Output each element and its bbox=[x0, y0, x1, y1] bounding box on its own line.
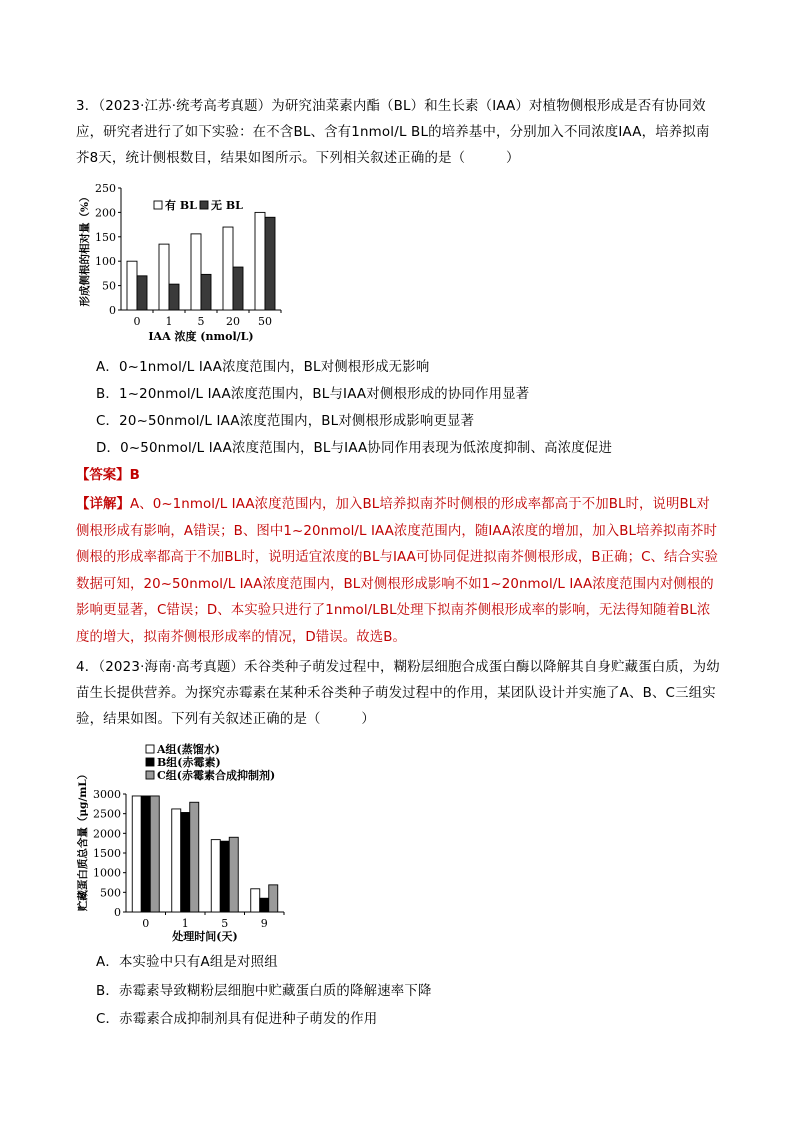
y-tick-label: 0 bbox=[109, 304, 116, 317]
bar bbox=[191, 234, 201, 310]
bar bbox=[141, 796, 150, 912]
bar bbox=[132, 796, 141, 912]
q3-stem bbox=[76, 94, 721, 172]
q4-stem bbox=[76, 655, 721, 733]
bar bbox=[255, 212, 265, 310]
bar bbox=[150, 796, 159, 912]
legend-swatch bbox=[154, 201, 162, 209]
chart-storage-protein bbox=[76, 738, 326, 948]
bar bbox=[211, 840, 220, 912]
bar bbox=[127, 261, 137, 310]
legend-label: 无 BL bbox=[211, 199, 243, 212]
y-axis-title: 形成侧根的相对量（%） bbox=[79, 191, 91, 307]
bar bbox=[201, 274, 211, 310]
x-tick-label: 9 bbox=[260, 917, 268, 930]
legend-label: A组(蒸馏水) bbox=[157, 743, 220, 756]
q4-option-a: A．本实验中只有A组是对照组 bbox=[96, 955, 278, 970]
x-axis-title: IAA 浓度 (nmol/L) bbox=[148, 330, 254, 343]
y-tick-label: 1000 bbox=[93, 866, 121, 880]
y-tick-label: 1500 bbox=[93, 847, 121, 860]
q3-option-c: C．20~50nmol/L IAA浓度范围内，BL对侧根形成影响更显著 bbox=[96, 414, 475, 429]
x-tick-label: 20 bbox=[226, 315, 240, 328]
q3-option-d: D．0~50nmol/L IAA浓度范围内，BL与IAA协同作用表现为低浓度抑制、高浓度促进 bbox=[96, 441, 613, 456]
y-tick-label: 2000 bbox=[93, 827, 121, 841]
bar bbox=[190, 802, 199, 912]
y-tick-label: 100 bbox=[95, 255, 116, 269]
q3-answer bbox=[76, 466, 140, 486]
answer-value: B bbox=[129, 468, 140, 483]
q4-option-c: C．赤霉素合成抑制剂具有促进种子萌发的作用 bbox=[96, 1012, 378, 1027]
bar bbox=[137, 276, 147, 310]
legend-label: 有 BL bbox=[165, 199, 197, 212]
detail-label: 【详解】 bbox=[76, 497, 130, 512]
bar bbox=[159, 244, 169, 310]
x-tick-label: 0 bbox=[142, 917, 150, 930]
q4-option-b: B．赤霉素导致糊粉层细胞中贮藏蛋白质的降解速率下降 bbox=[96, 984, 432, 999]
y-tick-label: 0 bbox=[114, 906, 121, 919]
x-tick-label: 1 bbox=[165, 315, 173, 328]
q3-stem-text: 3．（2023·江苏·统考高考真题）为研究油菜素内酯（BL）和生长素（IAA）对植物侧根形成是否有协同效应，研究者进行了如下实验：在不含BL、含有1nmol/L BL的培养基中，分别加入不同浓度IAA，培养拟南芥8天，统计侧根数目，结果如图所示。下列相关叙述正确的是（ ） bbox=[76, 99, 710, 166]
y-tick-label: 3000 bbox=[93, 788, 121, 801]
chart-lateral-root bbox=[76, 180, 296, 350]
y-tick-label: 500 bbox=[100, 886, 121, 900]
bar bbox=[223, 227, 233, 310]
legend-label: C组(赤霉素合成抑制剂) bbox=[157, 769, 276, 782]
bar bbox=[260, 898, 269, 912]
x-tick-label: 50 bbox=[258, 315, 272, 328]
y-tick-label: 150 bbox=[95, 230, 116, 244]
detail-text: A、0~1nmol/L IAA浓度范围内，加入BL培养拟南芥时侧根的形成率都高于不加BL时，说明BL对侧根形成有影响，A错误；B、图中1~20nmol/L IAA浓度范围内，随IAA浓度的增加，加入BL培养拟南芥时侧根的形成率都高于不加BL时，说明适宜浓度的BL与IAA可协同促进拟南芥侧根形成，B正确；C、结合实验数据可知，20~50nmol/L IAA浓度范围内，BL对侧根形成影响不如1~20nmol/L IAA浓度范围内对侧根的影响更显著，C错误；D、本实验只进行了1nmol/LBL处理下拟南芥侧根形成率的影响，无法得知随着BL浓度的增大，拟南芥侧根形成率的情况，D错误。故选B。 bbox=[76, 497, 718, 645]
x-axis-title: 处理时间(天) bbox=[172, 930, 238, 943]
legend-swatch bbox=[146, 771, 154, 779]
q3-detail bbox=[76, 492, 721, 651]
legend-swatch bbox=[146, 745, 154, 753]
bar bbox=[169, 284, 179, 310]
x-tick-label: 5 bbox=[197, 315, 205, 328]
bar bbox=[251, 889, 260, 912]
x-tick-label: 1 bbox=[181, 917, 189, 930]
y-tick-label: 2500 bbox=[93, 807, 121, 821]
q3-option-b: B．1~20nmol/L IAA浓度范围内，BL与IAA对侧根形成的协同作用显著 bbox=[96, 387, 530, 402]
bar bbox=[229, 837, 238, 912]
y-tick-label: 250 bbox=[95, 182, 116, 195]
legend-label: B组(赤霉素) bbox=[157, 756, 221, 769]
q3-option-a: A．0~1nmol/L IAA浓度范围内，BL对侧根形成无影响 bbox=[96, 360, 430, 375]
x-tick-label: 0 bbox=[133, 315, 141, 328]
q4-stem-text: 4．（2023·海南·高考真题）禾谷类种子萌发过程中，糊粉层细胞合成蛋白酶以降解其自身贮藏蛋白质，为幼苗生长提供营养。为探究赤霉素在某种禾谷类种子萌发过程中的作用，某团队设计并实施了A、B、C三组实验，结果如图。下列有关叙述正确的是（ ） bbox=[76, 660, 720, 727]
legend-swatch bbox=[200, 201, 208, 209]
y-tick-label: 50 bbox=[102, 279, 116, 293]
y-tick-label: 200 bbox=[95, 206, 116, 220]
bar bbox=[233, 267, 243, 310]
bar bbox=[265, 217, 275, 310]
bar bbox=[269, 885, 278, 912]
legend-swatch bbox=[146, 758, 154, 766]
y-axis-title: 贮藏蛋白质总含量（μg/mL） bbox=[77, 768, 89, 912]
answer-label: 【答案】 bbox=[76, 468, 130, 483]
x-tick-label: 5 bbox=[221, 917, 229, 930]
bar bbox=[181, 812, 190, 912]
bar bbox=[220, 841, 229, 912]
bar bbox=[172, 809, 181, 912]
